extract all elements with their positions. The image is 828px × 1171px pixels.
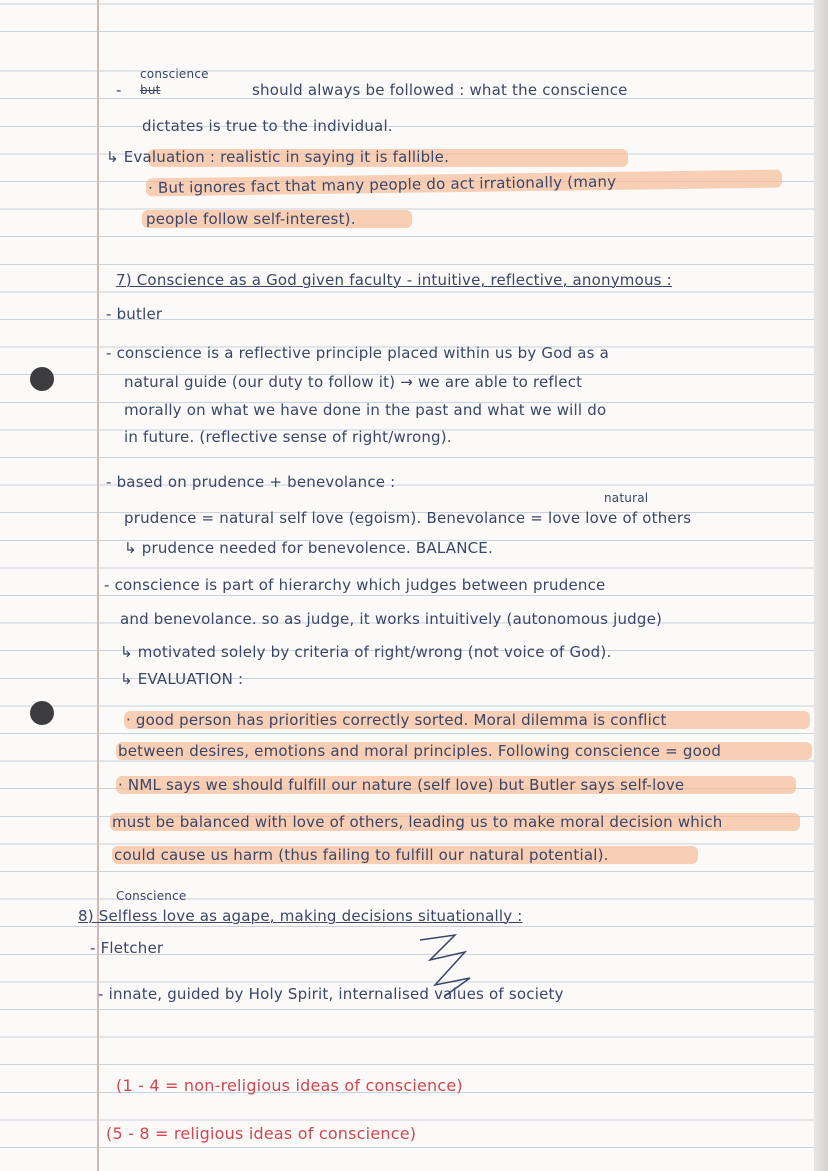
binder-hole-upper [30,367,54,391]
note-line: and benevolance. so as judge, it works intuitively (autonomous judge) [120,610,663,628]
note-line: people follow self-interest). [146,210,356,228]
note-line: dictates is true to the individual. [142,117,393,135]
section-8-heading: 8) Selfless love as agape, making decisions situationally : [78,907,523,925]
note-line: morally on what we have done in the past and what we will do [124,401,607,419]
note-line: natural guide (our duty to follow it) → we are able to reflect [124,373,583,391]
note-line: · good person has priorities correctly sorted. Moral dilemma is conflict [126,711,667,729]
note-line: · NML says we should fulfill our nature (self love) but Butler says self-love [118,776,685,794]
summary-religious: (5 - 8 = religious ideas of conscience) [106,1124,417,1143]
note-line: - innate, guided by Holy Spirit, internalised values of society [98,985,564,1003]
note-line: in future. (reflective sense of right/wrong). [124,428,452,446]
note-line: ↳ motivated solely by criteria of right/wrong (not voice of God). [120,643,612,661]
evaluation-label: ↳ EVALUATION : [120,670,244,688]
binder-hole-lower [30,701,54,725]
inserted-word: Conscience [116,889,187,903]
note-line: prudence = natural self love (egoism). Benevolance = love love of others [124,509,692,527]
inserted-word: natural [604,491,649,505]
inserted-word: conscience [140,67,209,81]
note-line: - conscience is part of hierarchy which judges between prudence [104,576,606,594]
note-line: - Fletcher [90,939,164,957]
scribble-mark [410,930,480,1000]
page-edge [814,0,828,1171]
note-line: · But ignores fact that many people do act irrationally (many [147,172,617,197]
note-line: - butler [106,305,163,323]
note-line: - based on prudence + benevolance : [106,473,396,491]
note-line: ↳ prudence needed for benevolence. BALANCE. [124,539,493,557]
note-line: - conscience is a reflective principle placed within us by God as a [106,344,610,362]
struck-word: but [140,83,161,97]
note-line: must be balanced with love of others, leading us to make moral decision which [112,813,723,831]
note-line: could cause us harm (thus failing to fulfill our natural potential). [114,846,609,864]
dash-bullet: - [116,81,122,99]
section-7-heading: 7) Conscience as a God given faculty - intuitive, reflective, anonymous : [116,271,672,289]
evaluation-line: ↳ Evaluation : realistic in saying it is fallible. [106,148,450,166]
note-line: between desires, emotions and moral principles. Following conscience = good [118,742,722,760]
summary-non-religious: (1 - 4 = non-religious ideas of conscience) [116,1076,463,1095]
note-line: should always be followed : what the conscience [252,81,628,99]
